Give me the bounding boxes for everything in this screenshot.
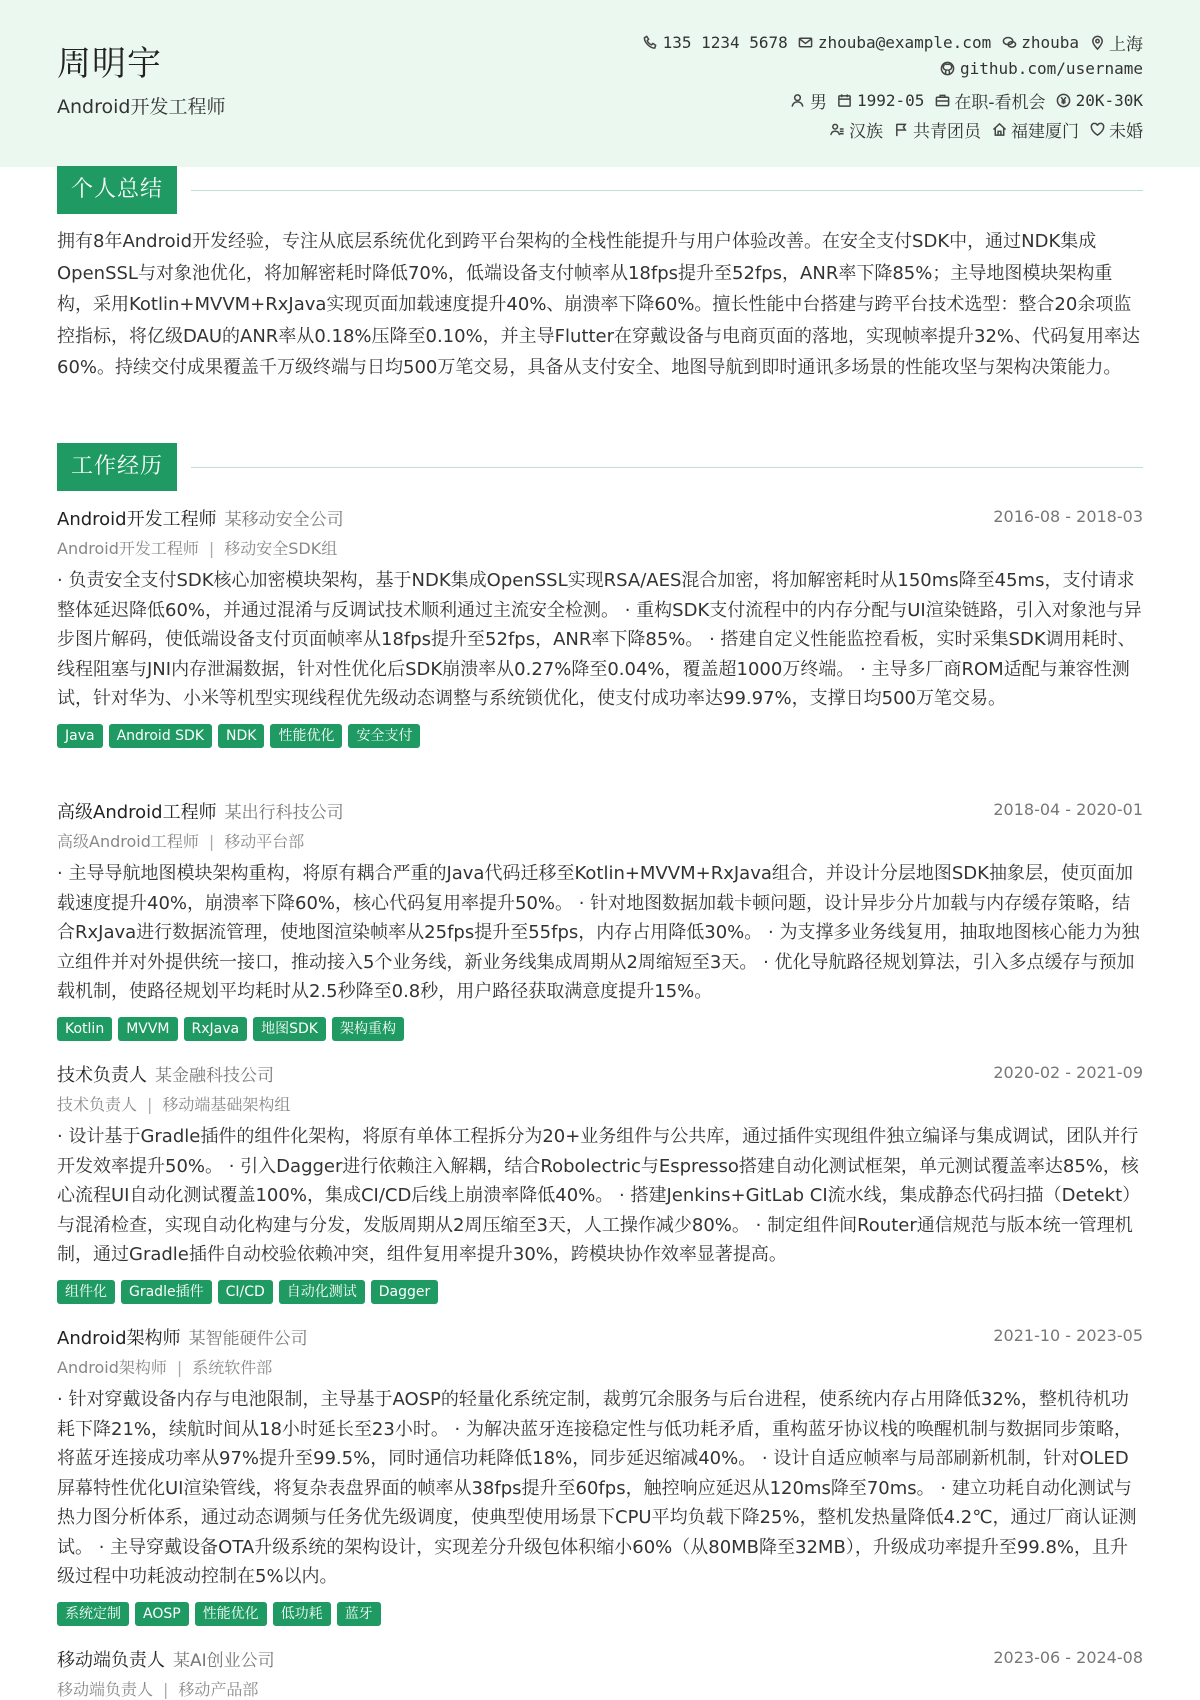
job-description: · 设计基于Gradle插件的组件化架构，将原有单体工程拆分为20+业务组件与公共库，通过插件实现组件独立编译与集成调试，团队并行开发效率提升50%。 · 引入Dagger进行依赖注入解耦，结合Robolectric与Espresso搭建自动化测试框架，单元测试覆盖率达85%，核心流程UI自动化测试覆盖100%，集成CI/CD后线上崩溃率降低40%。 · 搭建Jenkins+GitLab CI流水线，集成静态代码扫描（Detekt）与混淆检查，实现自动化构建与分发，发版周期从2周压缩至3天，人工操作减少80%。 · 制定组件间Router通信规范与版本统一管理机制，通过Gradle插件自动校验依赖冲突，组件复用率提升30%，跨模块协作效率显著提高。 xyxy=(57,1126,1141,1265)
ethnicity-text: 汉族 xyxy=(849,122,883,142)
job-company: 某出行科技公司 xyxy=(224,803,344,823)
job-description: · 负责安全支付SDK核心加密模块架构，基于NDK集成OpenSSL实现RSA/AES混合加密，将加解密耗时从150ms降至45ms，支付请求整体延迟降低60%，并通过混淆与反调试技术顺利通过主流安全检测。 · 重构SDK支付流程中的内存分配与UI渲染链路，引入对象池与异步图片解码，使低端设备支付页面帧率从18fps提升至52fps，ANR率下降85%。 · 搭建自定义性能监控看板，实时采集SDK调用耗时、线程阻塞与JNI内存泄漏数据，针对性优化后SDK崩溃率从0.27%降至0.04%，覆盖超1000万终端。 · 主导多厂商ROM适配与兼容性测试，针对华为、小米等机型实现线程优先级动态调整与系统锁优化，使支付成功率达99.97%，支撑日均500万笔交易。 xyxy=(57,570,1142,709)
skill-tag: 系统定制 xyxy=(57,1602,129,1626)
skill-tag: CI/CD xyxy=(218,1280,273,1304)
job-subtitle: 技术负责人 | 移动端基础架构组 xyxy=(57,1095,291,1114)
job-department: 移动产品部 xyxy=(178,1680,259,1699)
github-text: github.com/username xyxy=(959,59,1143,78)
skill-tag: AOSP xyxy=(135,1602,189,1626)
skill-tag: Java xyxy=(57,724,103,748)
users-icon xyxy=(829,122,845,138)
wechat-item xyxy=(1001,33,1079,52)
section-divider xyxy=(191,467,1143,468)
skill-tag: 自动化测试 xyxy=(279,1280,365,1304)
job-entry xyxy=(57,1646,1143,1699)
skill-tag: MVVM xyxy=(118,1017,177,1041)
gender-text: 男 xyxy=(809,93,827,113)
github-item[interactable] xyxy=(940,59,1143,78)
skill-tag: 地图SDK xyxy=(253,1017,326,1041)
job-department: 系统软件部 xyxy=(192,1358,273,1377)
personal-row-1 xyxy=(790,88,1143,113)
job-entry xyxy=(57,798,1143,1041)
calendar-icon xyxy=(837,93,853,109)
marital-item xyxy=(1089,117,1143,142)
job-subtitle: 移动端负责人 | 移动产品部 xyxy=(57,1680,259,1699)
job-description: · 针对穿戴设备内存与电池限制，主导基于AOSP的轻量化系统定制，裁剪冗余服务与后台进程，使系统内存占用降低32%，整机待机功耗下降21%，续航时间从18小时延长至23小时。 · 为解决蓝牙连接稳定性与低功耗矛盾，重构蓝牙协议栈的唤醒机制与数据同步策略，将蓝牙连接成功率从97%提升至99.5%，同时通信功耗降低18%，同步延迟缩减40%。 · 设计自适应帧率与局部刷新机制，针对OLED屏幕特性优化UI渲染管线，将复杂表盘界面的帧率从38fps提升至60fps，触控响应延迟从120ms降至70ms。 · 建立功耗自动化测试与热力图分析体系，通过动态调频与任务优先级调度，使典型使用场景下CPU平均负载下降25%，整机发热量降低4.2℃，通过厂商认证测试。 · 主导穿戴设备OTA升级系统的架构设计，实现差分升级包体积缩小60%（从80MB降至32MB），升级成功率提升至99.8%，且升级过程中功耗波动控制在5%以内。 xyxy=(57,1389,1137,1587)
job-header xyxy=(57,1646,1143,1672)
skill-tag: 安全支付 xyxy=(348,724,420,748)
status-item xyxy=(934,88,1045,113)
job-header xyxy=(57,1061,1143,1087)
skill-tag: Kotlin xyxy=(57,1017,112,1041)
job-company: 某AI创业公司 xyxy=(173,1651,275,1671)
status-text: 在职-看机会 xyxy=(954,93,1046,113)
job-header xyxy=(57,505,1143,531)
job-description: · 主导导航地图模块架构重构，将原有耦合严重的Java代码迁移至Kotlin+MVVM+RxJava组合，并设计分层地图SDK抽象层，使页面加载速度提升40%，崩溃率下降60%，核心代码复用率提升50%。 · 针对地图数据加载卡顿问题，设计异步分片加载与内存缓存策略，结合RxJava进行数据流管理，使地图渲染帧率从25fps提升至55fps，内存占用降低30%。 · 为支撑多业务线复用，抽取地图核心能力为独立组件并对外提供统一接口，推动接入5个业务线，新业务线集成周期从2周缩短至3天。 · 优化导航路径规划算法，引入多点缓存与预加载机制，使路径规划平均耗时从2.5秒降至0.8秒，用户路径获取满意度提升15%。 xyxy=(57,863,1140,1002)
location-pin-icon xyxy=(1089,35,1105,51)
skill-tag: NDK xyxy=(218,724,264,748)
mail-icon xyxy=(798,35,814,51)
wechat-text: zhouba xyxy=(1021,33,1079,52)
job-date: 2020-02 - 2021-09 xyxy=(993,1063,1143,1082)
job-subtitle: Android架构师 | 系统软件部 xyxy=(57,1358,273,1377)
hometown-text: 福建厦门 xyxy=(1011,122,1079,142)
skill-tag: 性能优化 xyxy=(270,724,342,748)
section-divider xyxy=(191,190,1143,191)
marital-text: 未婚 xyxy=(1109,122,1143,142)
job-entry xyxy=(57,1061,1143,1304)
location-text: 上海 xyxy=(1109,35,1143,55)
salary-text: 20K-30K xyxy=(1075,91,1143,110)
experience-heading-label: 工作经历 xyxy=(57,443,177,491)
salary-item xyxy=(1056,91,1143,110)
job-company: 某移动安全公司 xyxy=(224,510,344,530)
personal-row-2 xyxy=(829,117,1143,142)
job-date: 2016-08 - 2018-03 xyxy=(993,507,1143,526)
summary-text: 拥有8年Android开发经验，专注从底层系统优化到跨平台架构的全栈性能提升与用户体验改善。在安全支付SDK中，通过NDK集成OpenSSL与对象池优化，将加解密耗时降低70%，低端设备支付帧率从18fps提升至52fps，ANR率下降85%；主导地图模块架构重构，采用Kotlin+MVVM+RxJava实现页面加载速度提升40%、崩溃率下降60%。擅长性能中台搭建与跨平台技术选型：整合20余项监控指标，将亿级DAU的ANR率从0.18%压降至0.10%，并主导Flutter在穿戴设备与电商页面的落地，实现帧率提升32%、代码复用率达60%。持续交付成果覆盖千万级终端与日均500万笔交易，具备从支付安全、地图导航到即时通讯多场景的性能攻坚与架构决策能力。 xyxy=(57,231,1141,378)
skill-tag: Dagger xyxy=(371,1280,439,1304)
birth-text: 1992-05 xyxy=(856,91,925,110)
ethnicity-item xyxy=(829,117,883,142)
phone-item xyxy=(643,33,788,52)
candidate-name: 周明宇 xyxy=(57,44,162,84)
phone-text: 135 1234 5678 xyxy=(662,33,788,52)
skill-tag: 低功耗 xyxy=(273,1602,331,1626)
job-company: 某智能硬件公司 xyxy=(188,1329,308,1349)
summary-section-heading xyxy=(57,166,1143,214)
job-role: Android架构师 xyxy=(57,1328,181,1349)
job-date: 2023-06 - 2024-08 xyxy=(993,1648,1143,1667)
job-subtitle: Android开发工程师 | 移动安全SDK组 xyxy=(57,539,338,558)
job-tags xyxy=(57,724,1143,748)
job-subtitle: 高级Android工程师 | 移动平台部 xyxy=(57,832,305,851)
phone-icon xyxy=(643,35,659,51)
job-tags xyxy=(57,1017,1143,1041)
skill-tag: 组件化 xyxy=(57,1280,115,1304)
job-header xyxy=(57,798,1143,824)
skill-tag: 蓝牙 xyxy=(337,1602,381,1626)
job-sub-role: Android开发工程师 xyxy=(57,539,199,558)
job-role: Android开发工程师 xyxy=(57,509,217,530)
political-item xyxy=(893,117,981,142)
job-sub-role: 技术负责人 xyxy=(57,1095,138,1114)
job-department: 移动平台部 xyxy=(224,832,305,851)
job-date: 2018-04 - 2020-01 xyxy=(993,800,1143,819)
skill-tag: Gradle插件 xyxy=(121,1280,212,1304)
skill-tag: Android SDK xyxy=(109,724,212,748)
yuan-coin-icon xyxy=(1056,93,1072,109)
job-company: 某金融科技公司 xyxy=(155,1066,274,1086)
github-icon xyxy=(940,61,956,77)
contact-row xyxy=(643,30,1143,55)
briefcase-icon xyxy=(934,93,950,109)
job-role: 技术负责人 xyxy=(57,1065,147,1086)
job-tags xyxy=(57,1280,1143,1304)
job-date: 2021-10 - 2023-05 xyxy=(993,1326,1143,1345)
job-role: 高级Android工程师 xyxy=(57,802,217,823)
heart-icon xyxy=(1089,122,1105,138)
gender-item xyxy=(790,88,827,113)
political-text: 共青团员 xyxy=(913,122,981,142)
hometown-item xyxy=(991,117,1079,142)
skill-tag: 性能优化 xyxy=(195,1602,267,1626)
github-row xyxy=(940,59,1143,78)
resume-header xyxy=(0,0,1200,167)
job-department: 移动安全SDK组 xyxy=(224,539,338,558)
job-sub-role: 高级Android工程师 xyxy=(57,832,199,851)
job-entry xyxy=(57,1324,1143,1626)
wechat-icon xyxy=(1001,35,1017,51)
birth-item xyxy=(837,91,924,110)
skill-tag: RxJava xyxy=(184,1017,248,1041)
job-header xyxy=(57,1324,1143,1350)
job-role: 移动端负责人 xyxy=(57,1650,165,1671)
location-item xyxy=(1089,30,1143,55)
email-text: zhouba@example.com xyxy=(817,33,992,52)
job-entry xyxy=(57,505,1143,748)
skill-tag: 架构重构 xyxy=(332,1017,404,1041)
job-sub-role: 移动端负责人 xyxy=(57,1680,154,1699)
job-sub-role: Android架构师 xyxy=(57,1358,167,1377)
flag-icon xyxy=(893,122,909,138)
email-item[interactable] xyxy=(798,33,991,52)
job-tags xyxy=(57,1602,1143,1626)
job-department: 移动端基础架构组 xyxy=(162,1095,291,1114)
home-icon xyxy=(991,122,1007,138)
user-icon xyxy=(790,93,806,109)
candidate-title: Android开发工程师 xyxy=(57,96,226,118)
experience-section-heading xyxy=(57,443,1143,491)
summary-heading-label: 个人总结 xyxy=(57,166,177,214)
